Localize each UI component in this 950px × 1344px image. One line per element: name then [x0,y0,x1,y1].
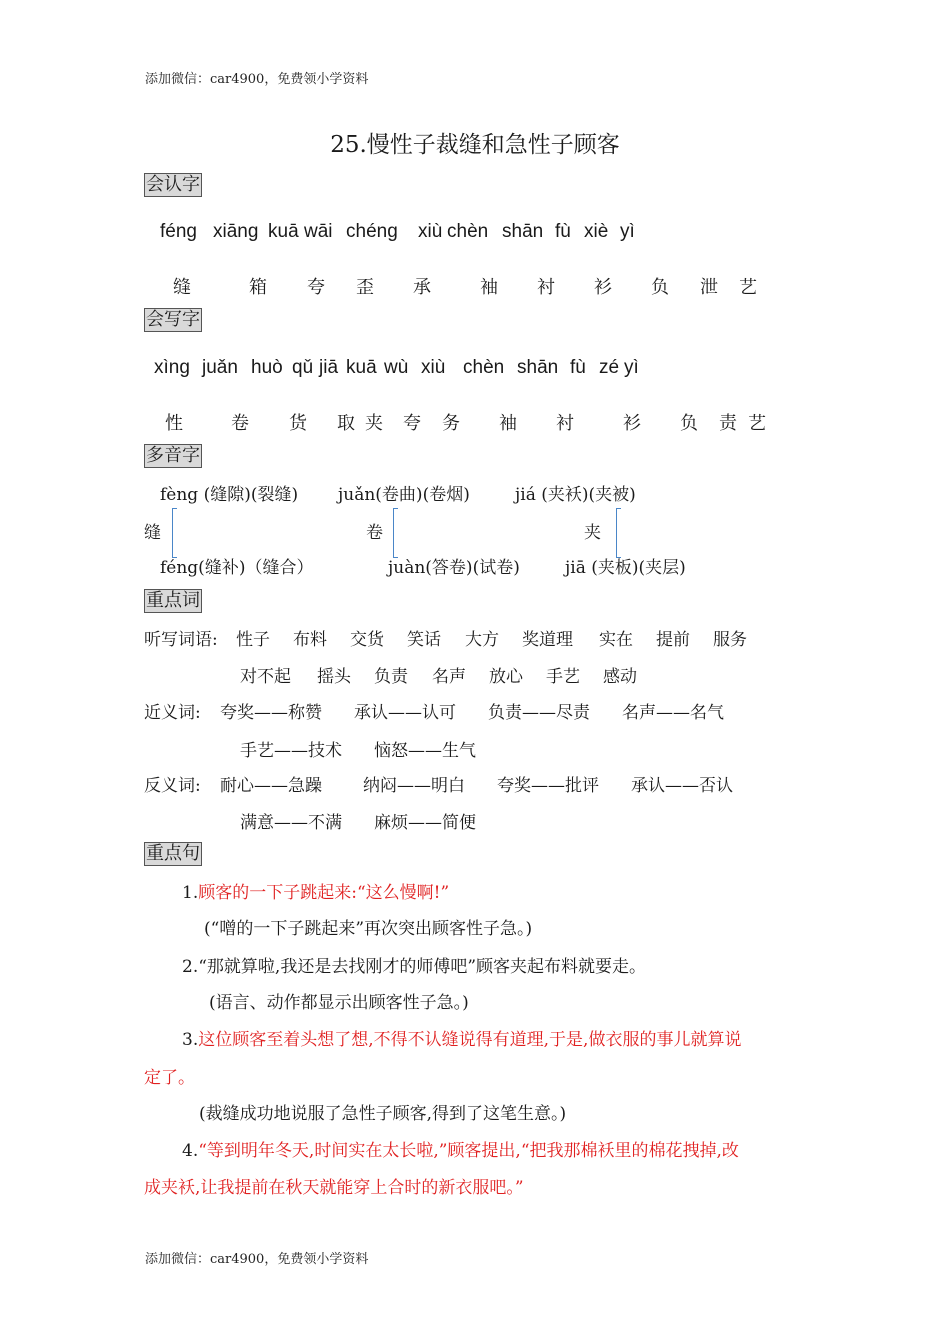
polyphone-jia-bottom: jiā (夹板)(夹层) [565,558,686,578]
antonym-label: 反义词: [144,776,201,796]
brace-icon [616,508,621,558]
word: 笑话 [407,630,441,650]
hanzi: 取 [337,413,355,434]
section-label-write: 会写字 [146,309,200,330]
word-pair: 耐心——急躁 [220,776,322,796]
hanzi: 夹 [365,413,383,434]
word-pair: 名声——名气 [622,703,724,723]
word-pair: 夸奖——称赞 [220,703,322,723]
pinyin: yì [624,357,639,378]
dictation-label: 听写词语: [144,630,218,650]
word: 奖道理 [522,630,573,650]
word-pair: 承认——否认 [631,776,733,796]
polyphone-juan-bottom: juàn(答卷)(试卷) [388,558,520,578]
pinyin: xìng [154,357,190,378]
hanzi: 袖 [499,413,517,434]
pinyin: kuā [346,357,377,378]
hanzi: 衫 [594,277,612,298]
synonym-label: 近义词: [144,703,201,723]
sentence-3-cont: 定了。 [144,1068,195,1088]
word-pair: 满意——不满 [240,813,342,833]
word-pair: 夸奖——批评 [497,776,599,796]
hanzi: 泄 [700,277,718,298]
pinyin: huò [251,357,283,378]
pinyin: wù [384,357,409,378]
polyphone-feng-bottom: féng(缝补)（缝合） [160,558,314,578]
hanzi: 货 [289,413,307,434]
pinyin: fù [555,221,571,242]
hanzi: 性 [165,413,183,434]
word: 交货 [350,630,384,650]
hanzi: 卷 [231,413,249,434]
header-note: 添加微信：car4900，免费领小学资料 [145,72,369,87]
pinyin: xiāng [213,221,259,242]
brace-icon [393,508,398,558]
hanzi: 负 [680,413,698,434]
footer-note: 添加微信：car4900，免费领小学资料 [145,1252,369,1267]
word-pair: 麻烦——简便 [374,813,476,833]
pinyin: shān [502,221,544,242]
hanzi: 衬 [537,277,555,298]
sentence-3 [182,1025,741,1050]
polyphone-feng-top: fèng (缝隙)(裂缝) [160,485,299,505]
hanzi: 艺 [748,413,766,434]
word: 手艺 [546,667,580,687]
word: 名声 [432,667,466,687]
hanzi: 箱 [249,277,267,298]
word: 大方 [465,630,499,650]
pinyin: juǎn [202,357,238,378]
sentence-2-note: (语言、动作都显示出顾客性子急。) [209,993,469,1013]
sentence-2: 2.“那就算啦,我还是去找刚才的师傅吧”顾客夹起布料就要走。 [182,957,647,977]
hanzi: 夸 [307,277,325,298]
pinyin: qǔ [292,357,314,378]
word: 布料 [293,630,327,650]
word: 实在 [599,630,633,650]
pinyin: xiù [421,357,446,378]
hanzi: 务 [442,413,460,434]
word: 性子 [236,630,270,650]
word: 摇头 [317,667,351,687]
hanzi: 缝 [173,277,191,298]
hanzi: 夸 [403,413,421,434]
sentence-4 [182,1136,739,1161]
hanzi: 承 [413,277,431,298]
sentence-text: 这位顾客至着头想了想,不得不认缝说得有道理,于是,做衣服的事儿就算说 [198,1030,742,1050]
hanzi: 责 [719,413,737,434]
sentence-number: 4. [182,1141,199,1161]
polyphone-feng-char: 缝 [144,523,161,543]
pinyin: xiù [418,221,443,242]
hanzi: 歪 [356,277,374,298]
section-label-polyphone: 多音字 [146,445,200,466]
hanzi: 袖 [480,277,498,298]
pinyin: xiè [584,221,609,242]
sentence-1-note: (“噌的一下子跳起来”再次突出顾客性子急。) [204,919,533,939]
pinyin: féng [160,221,197,242]
pinyin: shān [517,357,559,378]
polyphone-jia-char: 夹 [584,523,601,543]
polyphone-juan-char: 卷 [366,523,383,543]
pinyin: jiā [319,357,339,378]
word: 服务 [713,630,747,650]
section-label-sentences: 重点句 [146,843,200,864]
sentence-text: 顾客的一下子跳起来:“这么慢啊!” [198,883,450,903]
pinyin: zé [599,357,620,378]
sentence-number: 1. [182,883,199,903]
word: 对不起 [240,667,291,687]
word-pair: 纳闷——明白 [363,776,465,796]
word-pair: 手艺——技术 [240,741,342,761]
section-label-recognize: 会认字 [146,174,200,195]
pinyin: fù [570,357,586,378]
sentence-3-note: (裁缝成功地说服了急性子顾客,得到了这笔生意。) [199,1104,567,1124]
sentence-4-cont: 成夹袄,让我提前在秋天就能穿上合时的新衣服吧。” [144,1178,524,1198]
pinyin: chèn [463,357,505,378]
polyphone-jia-top: jiá (夹袄)(夹被) [515,485,636,505]
word-pair: 负责——尽责 [488,703,590,723]
hanzi: 负 [651,277,669,298]
pinyin: chèn [447,221,489,242]
pinyin: chéng [346,221,398,242]
word-pair: 恼怒——生气 [374,741,476,761]
polyphone-juan-top: juǎn(卷曲)(卷烟) [338,485,470,505]
page-title: 25.慢性子裁缝和急性子顾客 [330,132,620,158]
hanzi: 衬 [556,413,574,434]
brace-icon [172,508,177,558]
hanzi: 衫 [623,413,641,434]
word: 负责 [374,667,408,687]
word-pair: 承认——认可 [354,703,456,723]
word: 放心 [489,667,523,687]
word: 提前 [656,630,690,650]
word: 感动 [603,667,637,687]
pinyin: yì [620,221,635,242]
pinyin: kuā [268,221,299,242]
pinyin: wāi [304,221,333,242]
sentence-text: “等到明年冬天,时间实在太长啦,”顾客提出,“把我那棉袄里的棉花拽掉,改 [198,1141,739,1161]
sentence-number: 3. [182,1030,199,1050]
section-label-words: 重点词 [146,590,200,611]
sentence-1 [182,878,449,903]
hanzi: 艺 [739,277,757,298]
